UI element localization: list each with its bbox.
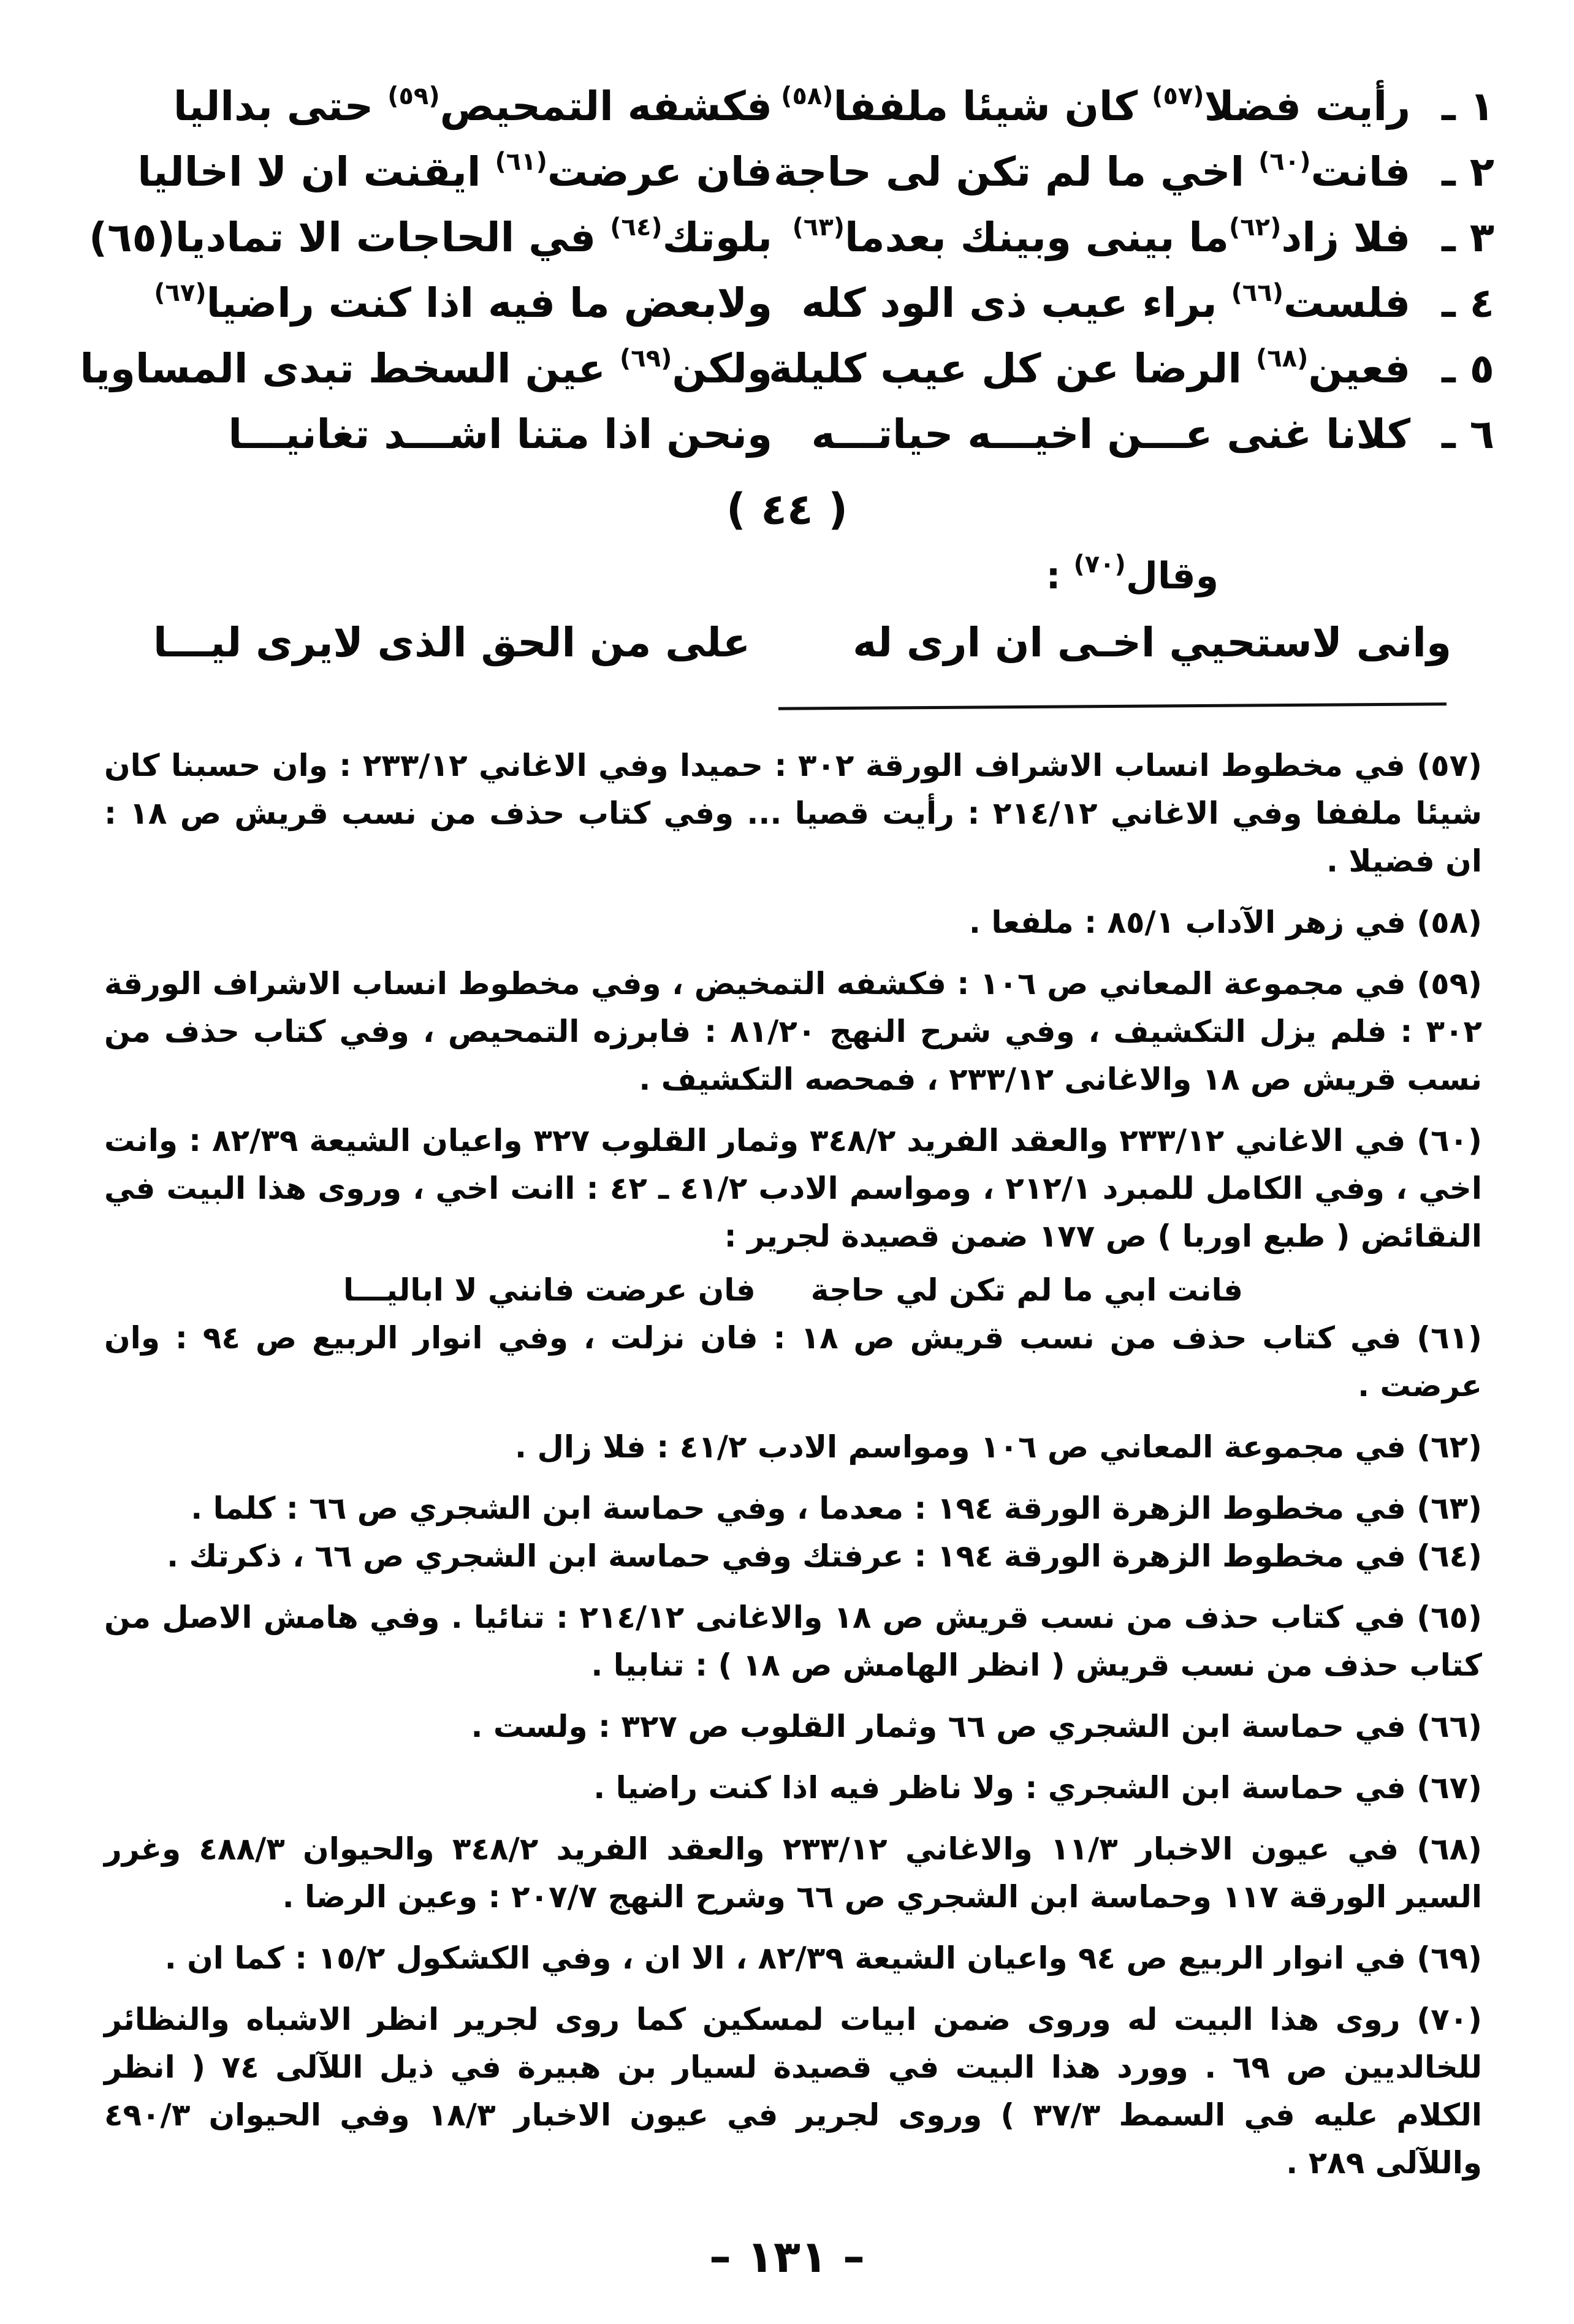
footnote-57: (٥٧) في مخطوط انساب الاشراف الورقة ٣٠٢ : حميدا وفي الاغاني ٢٣٣/١٢ : وان حسبنا كان شيئا ملففا وفي الاغاني ٢١٤/١٢ : رأيت قصيا ... وفي كتاب حذف من نسب قريش ص ١٨ : ان فضيلا .	[104, 748, 1482, 879]
footnote-ref[interactable]: (٥٧)	[1152, 82, 1204, 110]
footnote-ref[interactable]: (٥٨)	[781, 82, 834, 110]
footnote-70: (٧٠) روى هذا البيت له وروى ضمن ابيات لمسكين كما روى لجرير انظر الاشباه والنظائر للخالديين ص ٦٩ . وورد هذا البيت في قصيدة لسيار بن هبيرة في ذيل اللآلى ٧٤ ( انظر الكلام عليه في السمط ٣٧/٣ ) وروى لجرير في عيون الاخبار ١٨/٣ وفي الحيوان ٤٩٠/٣ واللآلى ٢٨٩ .	[104, 2002, 1482, 2181]
footnote-64: (٦٤) في مخطوط الزهرة الورقة ١٩٤ : عرفتك وفي حماسة ابن الشجري ص ٦٦ ، ذكرتك .	[167, 1538, 1482, 1574]
footnote-58: (٥٨) في زهر الآداب ٨٥/١ : ملفعا .	[968, 905, 1482, 940]
verse-number: ١ ـ	[1442, 83, 1494, 130]
footnote-verse-first: فانت ابي ما لم تكن لي حاجة	[810, 1272, 1244, 1308]
poem-second-hemistichs	[80, 74, 772, 467]
footnote-ref[interactable]: (٦٢)	[1228, 213, 1282, 241]
footnote-60-verse	[104, 1266, 1482, 1314]
footnote-separator	[778, 702, 1447, 710]
single-verse	[153, 619, 1451, 686]
verse-6-first: ٦ ـ كلانا غنى عـــن اخيـــه حياتـــه	[811, 411, 1494, 458]
verse-number: ٣ ـ	[1442, 214, 1494, 261]
footnote-ref[interactable]: (٦٩)	[620, 344, 672, 373]
footnote-ref[interactable]: (٦٨)	[1255, 344, 1309, 373]
poem-number: ( ٤٤ )	[726, 484, 848, 534]
footnote-ref[interactable]: (٥٩)	[387, 82, 440, 110]
footnote-63: (٦٣) في مخطوط الزهرة الورقة ١٩٤ : معدما ، وفي حماسة ابن الشجري ص ٦٦ : كلما .	[191, 1490, 1482, 1526]
page-number: – ١٣١ –	[709, 2231, 865, 2282]
footnotes	[104, 742, 1482, 2200]
footnote-ref[interactable]: (٦٣)	[792, 213, 845, 241]
verse-number: ٢ ـ	[1442, 148, 1494, 196]
verse-4-second: ولابعض ما فيه اذا كنت راضيا$^{(٦٧)}$	[154, 279, 772, 327]
footnote-68: (٦٨) في عيون الاخبار ١١/٣ والاغاني ٢٣٣/١٢ والعقد الفريد ٣٤٨/٢ والحيوان ٤٨٨/٣ وغرر السير الورقة ١١٧ وحماسة ابن الشجري ص ٦٦ وشرح النهج ٢٠٧/٧ : وعين الرضا .	[104, 1831, 1482, 1915]
footnote-59: (٥٩) في مجموعة المعاني ص ١٠٦ : فكشفه التمخيض ، وفي مخطوط انساب الاشراف الورقة ٣٠٢ : فلم يزل التكشيف ، وفي شرح النهج ٨١/٢٠ : فابرزه التمحيص ، وفي كتاب حذف من نسب قريش ص ١٨ والاغانى ٢٣٣/١٢ ، فمحصه التكشيف .	[104, 966, 1482, 1097]
footnote-65: (٦٥) في كتاب حذف من نسب قريش ص ١٨ والاغانى ٢١٤/١٢ : تنائيا . وفي هامش الاصل من كتاب حذف من نسب قريش ( انظر الهامش ص ١٨ ) : تنابيا .	[104, 1600, 1482, 1683]
verse-number: ٦ ـ	[1442, 411, 1494, 458]
verse-number: ٤ ـ	[1442, 279, 1494, 327]
footnote-60-text: (٦٠) في الاغاني ٢٣٣/١٢ والعقد الفريد ٣٤٨/٢ وثمار القلوب ٣٢٧ واعيان الشيعة ٨٢/٣٩ : وانت اخي ، وفي الكامل للمبرد ٢١٢/١ ، ومواسم الادب ٤١/٢ ـ ٤٢ : اانت اخي ، وروى هذا البيت في النقائض ( طبع اوربا ) ص ١٧٧ ضمن قصيدة لجرير :	[104, 1123, 1483, 1254]
verse-1-first: ١ ـ رأيت فضلا$^{(٥٧)}$ كان شيئا ملففا$^{(٥٨)}$	[781, 82, 1494, 130]
verse-2-second: فان عرضت$^{(٦١)}$ ايقنت ان لا اخاليا	[137, 148, 772, 196]
footnote-60	[104, 1117, 1482, 1314]
verse-5-first: ٥ ـ فعين$^{(٦٨)}$ الرضا عن كل عيب كليلة	[769, 344, 1494, 392]
footnote-ref[interactable]: (٦٦)	[1231, 279, 1283, 307]
footnote-verse-second: فان عرضت فانني لا اباليـــا	[343, 1272, 756, 1308]
verse-3-second: بلوتك$^{(٦٤)}$ في الحاجات الا تماديا(٦٥)	[89, 213, 772, 261]
poem	[80, 74, 1494, 466]
footnote-61: (٦١) في كتاب حذف من نسب قريش ص ١٨ : فان نزلت ، وفي انوار الربيع ص ٩٤ : وان عرضت .	[104, 1320, 1483, 1403]
footnote-62: (٦٢) في مجموعة المعاني ص ١٠٦ ومواسم الادب ٤١/٢ : فلا زال .	[515, 1429, 1482, 1465]
verse-4-first: ٤ ـ فلست$^{(٦٦)}$ براء عيب ذى الود كله	[801, 279, 1494, 327]
footnote-ref[interactable]: (٦٧)	[154, 279, 207, 307]
footnote-66: (٦٦) في حماسة ابن الشجري ص ٦٦ وثمار القلوب ص ٣٢٧ : ولست .	[471, 1709, 1482, 1744]
verse-1-second: فكشفه التمحيص$^{(٥٩)}$ حتى بداليا	[173, 82, 772, 130]
verse-5-second: ولكن$^{(٦٩)}$ عين السخط تبدى المساويا	[80, 344, 772, 392]
footnote-69: (٦٩) في انوار الربيع ص ٩٤ واعيان الشيعة ٨٢/٣٩ ، الا ان ، وفي الكشكول ١٥/٢ : كما ان .	[164, 1940, 1482, 1976]
footnote-ref[interactable]: (٦١)	[495, 148, 547, 176]
footnote-ref[interactable]: (٦٤)	[610, 213, 663, 241]
poem-first-hemistichs	[769, 74, 1494, 467]
verse-3-first: ٣ ـ فلا زاد$^{(٦٢)}$ما بينى وبينك بعدما$^{(٦٣)}$	[792, 213, 1494, 261]
footnote-67: (٦٧) في حماسة ابن الشجري : ولا ناظر فيه اذا كنت راضيا .	[593, 1770, 1482, 1806]
footnote-ref[interactable]: (٧٠)	[1073, 550, 1126, 579]
single-verse-second-hemistich: على من الحق الذى لايرى ليـــا	[153, 619, 751, 666]
footnote-ref[interactable]: (٦٠)	[1258, 148, 1311, 176]
verse-2-first: ٢ ـ فانت$^{(٦٠)}$ اخي ما لم تكن لى حاجة	[774, 148, 1494, 196]
single-verse-first-hemistich: وانى لاستحيي اخـى ان ارى له	[853, 619, 1451, 666]
poem-intro: وقال$^{(٧٠)}$ :	[1046, 550, 1219, 598]
verse-6-second: ونحن اذا متنا اشـــد تغانيـــا	[228, 411, 772, 458]
verse-number: ٥ ـ	[1442, 345, 1494, 392]
